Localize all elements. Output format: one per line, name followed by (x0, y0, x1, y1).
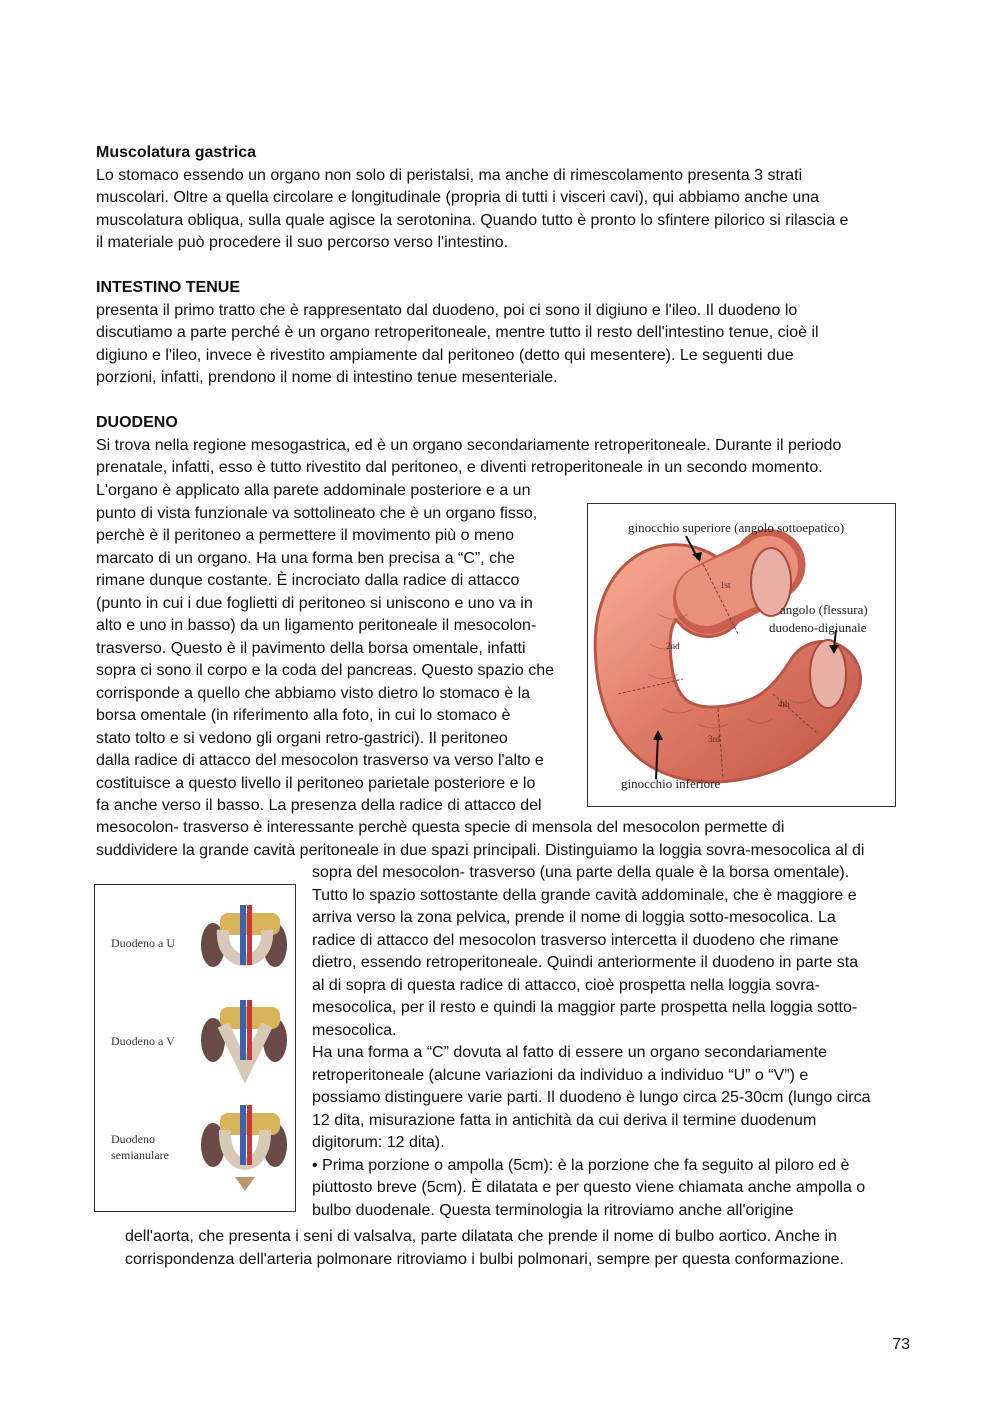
text-line: marcato di un organo. Ha una forma ben precisa a “C”, che (96, 549, 515, 567)
part-label-4th: 4th (778, 699, 790, 709)
duodenum-illustration (588, 504, 895, 806)
duodeno-right-column (312, 862, 912, 1222)
text-line: suddividere la grande cavità peritoneale in due spazi principali. Distinguiamo la loggia sovra-mesocolica al di (96, 841, 865, 859)
text-line: sopra ci sono il corpo e la coda del pancreas. Questo spazio che (96, 662, 555, 679)
text-line: discutiamo a parte perché è un organo retroperitoneale, mentre tutto il resto dell'intestino tenue, cioè il (96, 324, 819, 341)
label-angolo-2: duodeno-digiunale (769, 620, 867, 635)
text-line: sopra del mesocolon- trasverso (una parte della quale è la borsa omentale). (312, 864, 850, 881)
text-line: dell'aorta, che presenta i seni di valsalva, parte dilatata che prende il nome di bulbo aortico. Anche in (125, 1228, 837, 1245)
text-line: il materiale può procedere il suo percorso verso l'intestino. (96, 234, 509, 251)
duodeno-full-lines-2 (96, 817, 926, 862)
text-line: alto e uno in basso) da un ligamento peritoneale il mesocolon- (96, 617, 537, 634)
text-line: digitorum: 12 dita). (312, 1134, 445, 1151)
variant-v (201, 1000, 287, 1070)
text-line: retroperitoneale (alcune variazioni da individuo a individuo “U” o “V”) e (312, 1066, 809, 1084)
text-line: piuttosto breve (5cm). È dilatata e per questo viene chiamata anche ampolla o (312, 1179, 866, 1196)
section-intestino (96, 277, 916, 390)
text-line: L'organo è applicato alla parete addominale posteriore e a un (96, 482, 531, 499)
label-duodeno-u: Duodeno a U (111, 936, 175, 950)
text-line: (punto in cui i due foglietti di peritoneo si uniscono e uno va in (96, 594, 533, 612)
text-line: dietro, essendo retroperitoneale. Quindi anteriormente il duodeno in parte sta (312, 954, 859, 971)
text-line: mesocolon- trasverso è interessante perchè questa specie di mensola del mesocolon permette di (96, 819, 785, 836)
text-line: punto di vista funzionale va sottolineato che è un organo fisso, (96, 504, 538, 522)
text-line: Tutto lo spazio sottostante della grande cavità addominale, che è maggiore e (312, 886, 857, 904)
variant-u (201, 905, 287, 967)
text-line: arriva verso la zona pelvica, prende il nome di loggia sotto-mesocolica. La (312, 909, 836, 926)
text-line: trasverso. Questo è il pavimento della borsa omentale, infatti (96, 639, 526, 657)
text-line: perchè è il peritoneo a permettere il movimento più o meno (96, 527, 514, 544)
text-line: corrispondenza dell'arteria polmonare ritroviamo i bulbi polmonari, sempre per questa conformazione. (125, 1250, 844, 1268)
distal-opening (810, 640, 846, 708)
duodenum-variants-figure (94, 884, 296, 1212)
duodenum-figure (587, 503, 896, 807)
text-line: radice di attacco del mesocolon trasverso intercetta il duodeno che rimane (312, 931, 839, 949)
heading-duodeno: DUODENO (96, 414, 178, 431)
section-muscolatura (96, 142, 916, 255)
text-line: presenta il primo tratto che è rappresentato dal duodeno, poi ci sono il digiuno e l'ileo. Il duodeno lo (96, 301, 798, 319)
part-label-3rd: 3rd (708, 734, 720, 744)
part-label-2nd: 2nd (666, 641, 680, 651)
text-line: corrisponde a quello che abbiamo visto dietro lo stomaco è la (96, 684, 531, 702)
label-ginocchio-superiore: ginocchio superiore (angolo sottoepatico) (628, 520, 845, 535)
label-ginocchio-inferiore: ginocchio inferiore (621, 776, 721, 791)
text-line: prenatale, infatti, esso è tutto rivestito dal peritoneo, e diventi retroperitoneale in un secondo momento. (96, 459, 823, 476)
text-line: possiamo distinguere varie parti. Il duodeno è lungo circa 25-30cm (lungo circa (312, 1089, 871, 1106)
text-line: 12 dita, misurazione fatta in antichità da cui deriva il termine duodenum (312, 1111, 817, 1129)
heading-intestino: INTESTINO TENUE (96, 279, 241, 296)
heading-muscolatura: Muscolatura gastrica (96, 144, 257, 161)
text-line: mesocolica, per il resto e quindi la maggior parte prospetta nella loggia sotto- (312, 999, 858, 1016)
text-line: dalla radice di attacco del mesocolon trasverso va verso l'alto e (96, 752, 544, 769)
text-line: borsa omentale (in riferimento alla foto, in cui lo stomaco è (96, 707, 511, 724)
label-duodeno-semianulare-2: semianulare (111, 1148, 169, 1162)
text-line: Ha una forma a “C” dovuta al fatto di essere un organo secondariamente (312, 1044, 827, 1061)
text-line: Lo stomaco essendo un organo non solo di peristalsi, ma anche di rimescolamento presenta 3 strati (96, 166, 803, 184)
text-line: al di sopra di questa radice di attacco, cioè prospetta nella loggia sovra- (312, 976, 820, 994)
text-line: bulbo duodenale. Questa terminologia la ritroviamo anche all'origine (312, 1201, 794, 1219)
text-line: Si trova nella regione mesogastrica, ed è un organo secondariamente retroperitoneale. Durante il periodo (96, 436, 842, 454)
duodeno-left-column (96, 480, 576, 818)
label-duodeno-v: Duodeno a V (111, 1034, 175, 1048)
bullet-line: • Prima porzione o ampolla (5cm): è la porzione che fa seguito al piloro ed è (312, 1156, 850, 1174)
text-line: mesocolica. (312, 1021, 397, 1039)
label-duodeno-semianulare-1: Duodeno (111, 1132, 155, 1146)
variant-semianular (201, 1105, 287, 1191)
text-line: muscolatura obliqua, sulla quale agisce la serotonina. Quando tutto è pronto lo sfintere pilorico si rilascia e (96, 211, 849, 229)
variants-illustration (95, 885, 295, 1211)
text-line: digiuno e l'ileo, invece è rivestito ampiamente dal peritoneo (detto qui mesentere). Le seguenti due (96, 346, 794, 364)
duodeno-indent-lines (125, 1226, 925, 1271)
part-label-1st: 1st (720, 580, 731, 590)
text-line: stato tolto e si vedono gli organi retro-gastrici). Il peritoneo (96, 729, 508, 747)
label-angolo-1: angolo (flessura) (780, 602, 868, 617)
text-line: costituisce a questo livello il peritoneo parietale posteriore e lo (96, 774, 536, 792)
page-number: 73 (892, 1336, 910, 1353)
text-line: muscolari. Oltre a quella circolare e longitudinale (propria di tutti i visceri cavi), qui abbiamo anche una (96, 189, 820, 206)
section-duodeno (96, 412, 916, 480)
text-line: rimane dunque costante. È incrociato dalla radice di attacco (96, 572, 520, 589)
text-line: porzioni, infatti, prendono il nome di intestino tenue mesenteriale. (96, 369, 558, 386)
text-line: fa anche verso il basso. La presenza della radice di attacco del (96, 797, 542, 814)
